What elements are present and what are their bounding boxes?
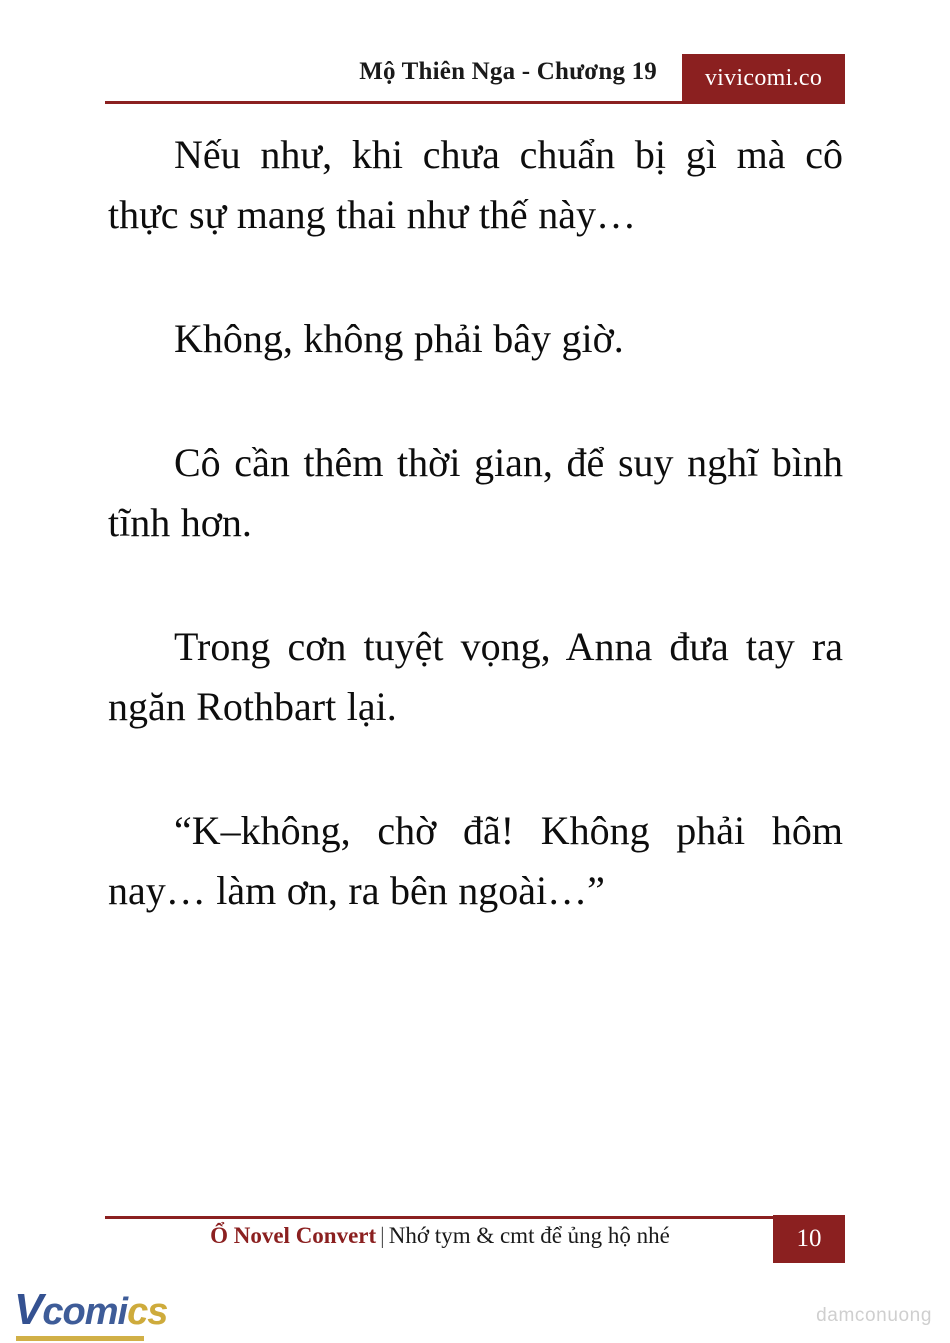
footer-note: Nhớ tym & cmt để ủng hộ nhé (388, 1223, 670, 1248)
paragraph: Không, không phải bây giờ. (174, 316, 624, 361)
paragraph: Cô cần thêm thời gian, để suy nghĩ bình tĩnh hơn. (108, 440, 843, 545)
logo-underline (16, 1336, 144, 1341)
logo-letter-v: V (14, 1285, 43, 1334)
page-footer (105, 1219, 845, 1263)
paragraph: Trong cơn tuyệt vọng, Anna đưa tay ra ngăn Rothbart lại. (108, 624, 843, 729)
watermark-strip (0, 1279, 950, 1343)
chapter-title: Mộ Thiên Nga - Chương 19 (359, 58, 657, 85)
logo-text: comi (42, 1291, 128, 1333)
logo-accent-text: cs (127, 1291, 168, 1333)
vcomics-logo (14, 1285, 167, 1335)
page-number: 10 (773, 1215, 845, 1263)
footer-credit (105, 1223, 775, 1249)
header-divider (105, 101, 845, 104)
paragraph: Nếu như, khi chưa chuẩn bị gì mà cô thực sự mang thai như thế này… (108, 132, 843, 237)
paragraph: “K–không, chờ đã! Không phải hôm nay… làm ơn, ra bên ngoài…” (108, 808, 843, 913)
footer-brand: Ổ Novel Convert (210, 1223, 377, 1248)
footer-separator: | (380, 1223, 385, 1248)
uploader-watermark: damconuong (816, 1305, 932, 1326)
page-header (105, 58, 845, 104)
chapter-body (108, 125, 843, 921)
site-badge: vivicomi.co (682, 54, 845, 102)
